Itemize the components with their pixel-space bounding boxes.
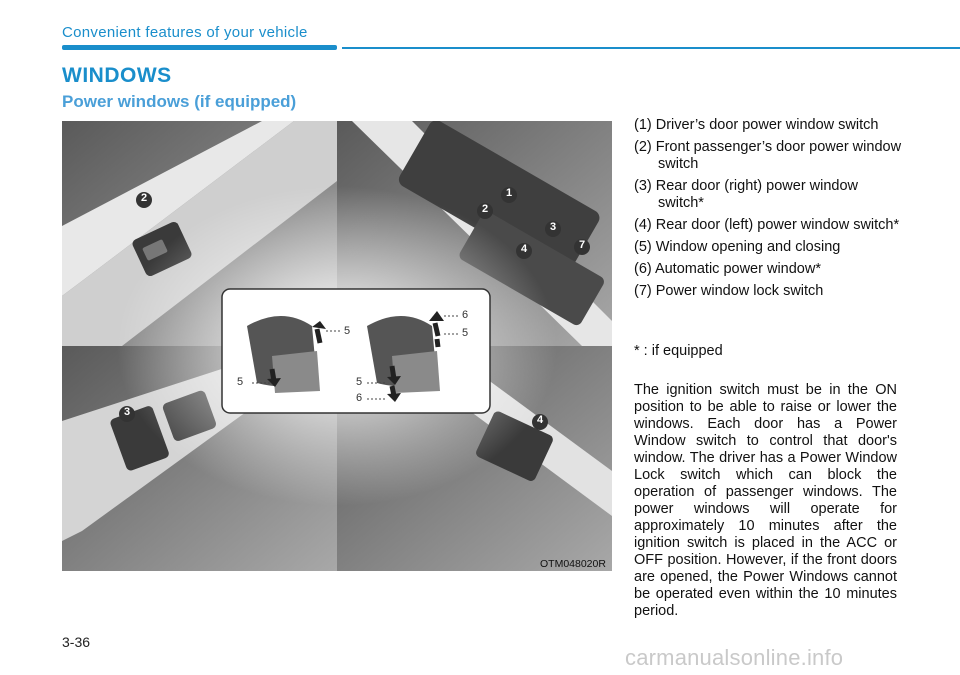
- watermark: carmanualsonline.info: [625, 645, 844, 670]
- callout-2-left: 2: [140, 192, 148, 204]
- header-rule: [342, 47, 960, 49]
- callout-7: 7: [578, 239, 586, 251]
- inset-label-6a: 6: [462, 309, 469, 321]
- section-subtitle: Power windows (if equipped): [62, 92, 297, 111]
- list-item: (2) Front passenger’s door power window switch: [634, 139, 902, 172]
- legend-list: [634, 117, 904, 305]
- callout-4-right: 4: [520, 243, 528, 255]
- header-accent-bar: [62, 45, 337, 50]
- list-item: (4) Rear door (left) power window switch*: [634, 217, 900, 233]
- list-item: (1) Driver’s door power window switch: [634, 117, 879, 133]
- power-window-figure: [62, 121, 612, 571]
- callout-3-right: 3: [549, 221, 557, 233]
- callout-3-left: 3: [123, 406, 131, 418]
- inset-label-5c: 5: [462, 327, 469, 339]
- callout-4-left: 4: [536, 414, 544, 426]
- callout-2-right: 2: [481, 203, 489, 215]
- list-item: (7) Power window lock switch: [634, 283, 824, 299]
- list-item: (3) Rear door (right) power window switch*: [634, 178, 859, 211]
- inset-label-6b: 6: [356, 392, 363, 404]
- equipped-note: * : if equipped: [634, 343, 723, 359]
- body-paragraph: The ignition switch must be in the ON position to be able to raise or lower the windows. Each door has a Power Window switch to control that door's window. The driver has a Power Window Lock switch which can block the operation of passenger windows. The power windows will operate for approximately 10 minutes after the ignition switch is placed in the ACC or OFF position. However, if the front doors are opened, the Power Windows cannot be operated even within the 10 minutes period.: [634, 382, 897, 619]
- page-number: 3-36: [62, 634, 91, 650]
- list-item: (5) Window opening and closing: [634, 239, 841, 255]
- list-item: (6) Automatic power window*: [634, 261, 821, 277]
- inset-label-5d: 5: [356, 376, 363, 388]
- inset-label-5a: 5: [344, 325, 351, 337]
- chapter-header: Convenient features of your vehicle: [62, 24, 308, 41]
- section-title: WINDOWS: [62, 64, 172, 87]
- figure-code: OTM048020R: [540, 558, 606, 570]
- inset-label-5b: 5: [237, 376, 244, 388]
- callout-1: 1: [505, 187, 513, 199]
